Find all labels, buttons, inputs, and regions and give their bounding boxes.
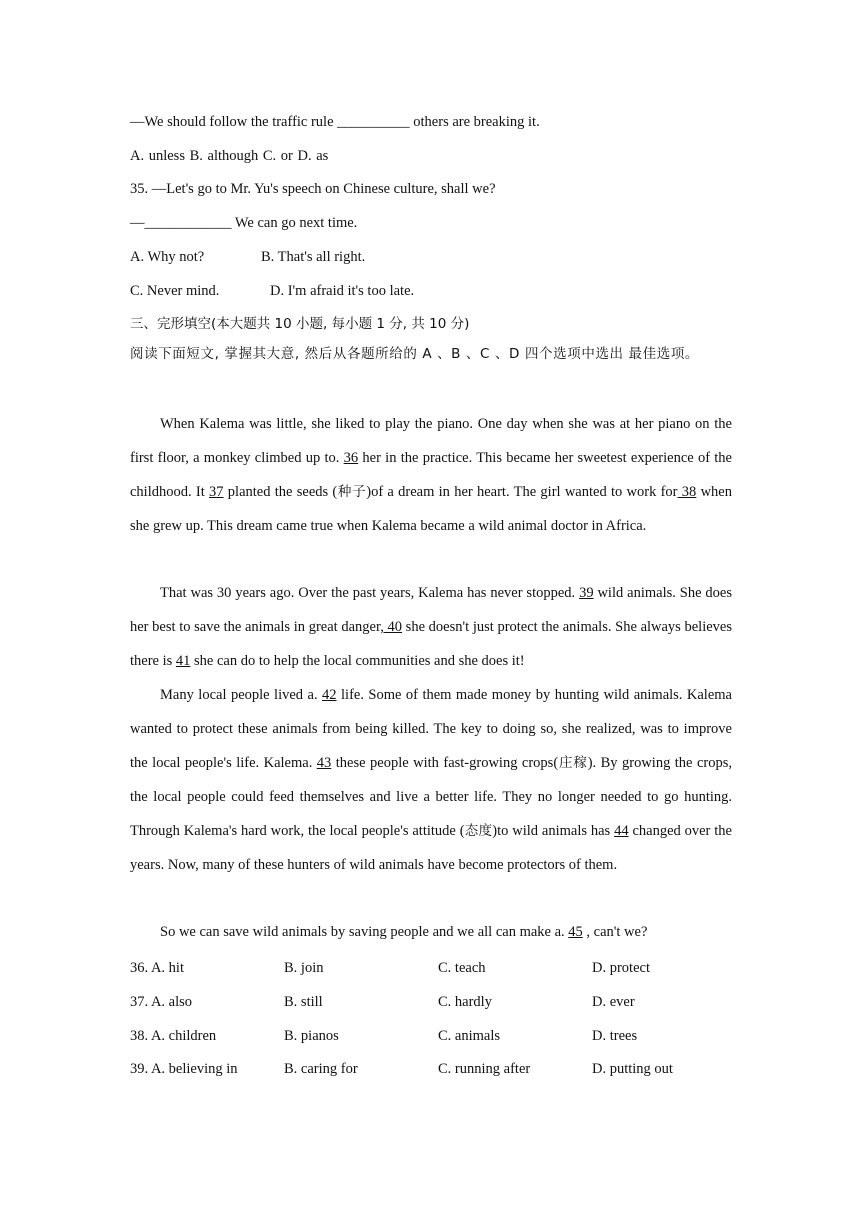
q35-option-d: D. I'm afraid it's too late.	[270, 283, 415, 299]
option-36-b: B. join	[284, 960, 324, 976]
blank-37: 37	[209, 483, 224, 500]
q34-dialog: —We should follow the traffic rule __________ others are breaking it.	[130, 114, 540, 130]
blank-36: 36	[343, 449, 359, 466]
section-heading: 三、完形填空(本大题共 10 小题, 每小题 1 分, 共 10 分)	[130, 316, 470, 332]
q35-option-b: B. That's all right.	[261, 249, 366, 265]
blank-38: 38	[677, 483, 697, 500]
blank-44: 44	[614, 822, 629, 839]
section-instruction: 阅读下面短文, 掌握其大意, 然后从各题所给的 A 、B 、C 、D 四个选项中选出 最佳选项。	[130, 346, 700, 362]
option-38-d: D. trees	[592, 1028, 638, 1044]
option-37-c: C. hardly	[438, 994, 492, 1010]
option-39-c: C. running after	[438, 1061, 531, 1077]
blank-41: 41	[175, 652, 191, 669]
q35-option-c: C. Never mind.	[130, 283, 220, 299]
blank-42: 42	[322, 687, 337, 703]
q35-option-a: A. Why not?	[130, 249, 205, 265]
passage-paragraph-4: So we can save wild animals by saving people and we all can make a. 45 , can't we?	[160, 924, 648, 940]
option-36-c: C. teach	[438, 960, 486, 976]
passage-paragraph-1: When Kalema was little, she liked to play the piano. One day when she was at her piano on the first floor, a monkey climbed up to. 36 her in the practice. This became her sweetest experience of the childhood. It 37 planted the seeds (种子)of a dream in her heart. The girl wanted to work for 38 when she grew up. This dream came true when Kalema became a wild animal doctor in Africa.	[130, 416, 732, 534]
option-39-d: D. putting out	[592, 1061, 673, 1077]
option-37-a: 37. A. also	[130, 994, 193, 1010]
option-38-c: C. animals	[438, 1028, 501, 1044]
q35-question: 35. —Let's go to Mr. Yu's speech on Chinese culture, shall we?	[130, 181, 496, 197]
option-36-d: D. protect	[592, 960, 650, 976]
passage-paragraph-2: That was 30 years ago. Over the past years, Kalema has never stopped. 39 wild animals. She does her best to save the animals in great danger, 40 she doesn't just protect the animals. She always believes there is 41 she can do to help the local communities and she does it!	[130, 585, 733, 669]
option-39-b: B. caring for	[284, 1061, 358, 1077]
option-38-a: 38. A. children	[130, 1028, 217, 1044]
option-37-d: D. ever	[592, 994, 635, 1010]
blank-43: 43	[316, 754, 332, 771]
blank-39: 39	[579, 585, 594, 601]
blank-45: 45	[568, 924, 583, 940]
option-36-a: 36. A. hit	[130, 960, 184, 976]
option-38-b: B. pianos	[284, 1028, 339, 1044]
q34-options: A. unless B. although C. or D. as	[130, 148, 329, 164]
option-39-a: 39. A. believing in	[130, 1061, 238, 1077]
q35-reply: —____________ We can go next time.	[130, 215, 358, 231]
blank-40: , 40	[380, 618, 403, 635]
option-37-b: B. still	[284, 994, 323, 1010]
passage-paragraph-3: Many local people lived a. 42 life. Some of them made money by hunting wild animals. Kalema wanted to protect these animals from being killed. The key to doing so, she realized, was to improve the local people's life. Kalema. 43 these people with fast-growing crops(庄稼). By growing the crops, the local people could feed themselves and live a better life. They no longer needed to go hunting. Through Kalema's hard work, the local people's attitude (态度)to wild animals has 44 changed over the years. Now, many of these hunters of wild animals have become protectors of them.	[130, 687, 732, 873]
